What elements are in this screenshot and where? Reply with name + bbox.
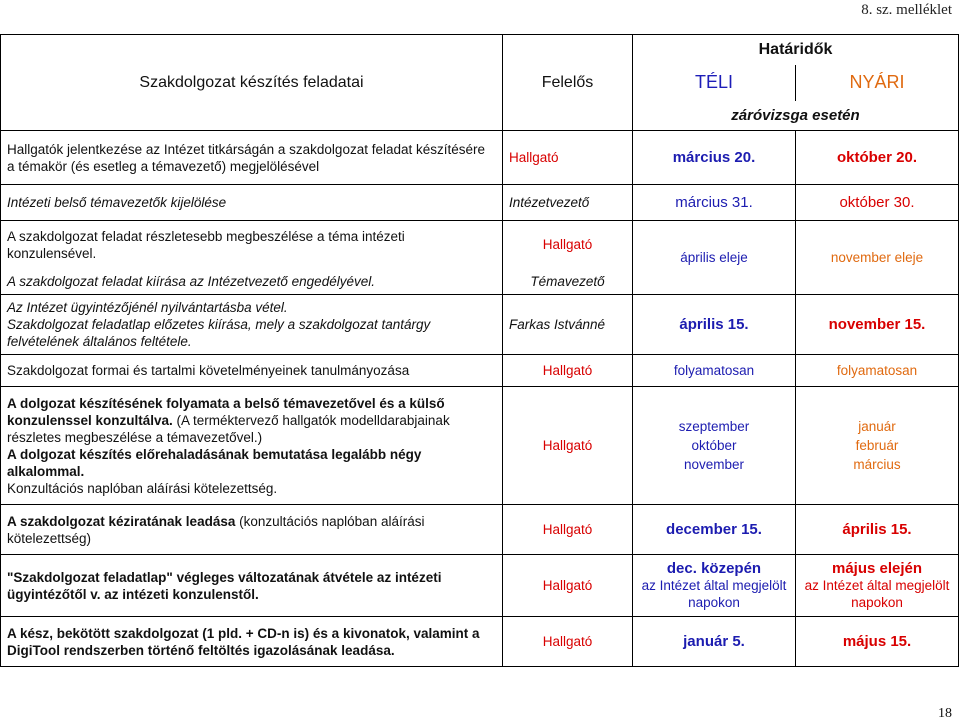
deadline-main: dec. közepén: [666, 560, 762, 577]
table-row: [1, 555, 959, 617]
winter-deadline: december 15.: [633, 505, 796, 555]
summer-deadline: november 15.: [796, 295, 959, 355]
summer-deadline: április 15.: [796, 505, 959, 555]
table-row: [1, 185, 959, 221]
table-row: [1, 505, 959, 555]
task-text: (konzultációs naplóban aláírási kötelezettség): [7, 513, 425, 546]
page-number: 18: [938, 706, 952, 721]
task-text-bold: A dolgozat készítésének folyamata a belső témavezetővel és a külső konzulenssel konzultálva.: [7, 395, 445, 428]
task-cell: Szakdolgozat formai és tartalmi követelményeinek tanulmányozása: [1, 355, 503, 387]
header-task: Szakdolgozat készítés feladatai: [1, 35, 503, 131]
month: november: [683, 457, 745, 472]
task-text: Konzultációs naplóban aláírási kötelezettség.: [7, 480, 278, 496]
month: február: [855, 438, 899, 453]
table-row: [1, 355, 959, 387]
task-cell: A szakdolgozat feladat részletesebb megbeszélése a téma intézeti konzulensével.: [1, 221, 503, 269]
header-exam: záróvizsga esetén: [633, 101, 959, 131]
table-row: [1, 131, 959, 185]
winter-deadline: április eleje: [633, 221, 796, 295]
header-deadlines: Határidők: [633, 35, 959, 65]
task-cell: A kész, bekötött szakdolgozat (1 pld. + CD-n is) és a kivonatok, valamint a DigiTool rendszerben történő feltöltés igazolásának leadása.: [1, 617, 503, 667]
summer-deadline: november eleje: [796, 221, 959, 295]
responsible-cell: Intézetvezető: [503, 185, 633, 221]
responsible-cell: Hallgató: [503, 505, 633, 555]
summer-deadline: október 20.: [796, 131, 959, 185]
task-line: Szakdolgozat feladatlap előzetes kiírása, mely a szakdolgozat tantárgy felvételének általános feltétele.: [7, 317, 431, 349]
winter-deadline: március 20.: [633, 131, 796, 185]
responsible-cell: Hallgató: [503, 387, 633, 505]
winter-deadline: [633, 387, 796, 505]
responsible-cell: Hallgató: [503, 617, 633, 667]
month: január: [858, 419, 896, 434]
responsible-cell: Hallgató: [503, 131, 633, 185]
responsible-cell: Hallgató: [503, 355, 633, 387]
summer-deadline: október 30.: [796, 185, 959, 221]
winter-deadline: április 15.: [633, 295, 796, 355]
summer-deadline: május 15.: [796, 617, 959, 667]
task-line: Az Intézet ügyintézőjénél nyilvántartásba vétel.: [7, 300, 288, 315]
responsible-cell: Témavezető: [503, 269, 633, 295]
table-row: [1, 617, 959, 667]
task-cell: Hallgatók jelentkezése az Intézet titkárságán a szakdolgozat feladat készítésére a témakör (és esetleg a témavezető) megjelölésével: [1, 131, 503, 185]
task-cell: [1, 387, 503, 505]
responsible-cell: Hallgató: [503, 221, 633, 269]
winter-deadline: március 31.: [633, 185, 796, 221]
task-cell: [1, 505, 503, 555]
deadline-sub: az Intézet által megjelölt napokon: [804, 578, 950, 610]
task-text-bold: A szakdolgozat kéziratának leadása: [7, 513, 236, 529]
responsible-cell: Farkas Istvánné: [503, 295, 633, 355]
deadline-main: május elején: [831, 560, 923, 577]
summer-deadline: [796, 555, 959, 617]
header-responsible: Felelős: [503, 35, 633, 131]
header-summer: NYÁRI: [796, 65, 959, 101]
winter-deadline: [633, 555, 796, 617]
header-winter: TÉLI: [633, 65, 796, 101]
deadline-sub: az Intézet által megjelölt napokon: [641, 578, 787, 610]
task-cell: A szakdolgozat feladat kiírása az Intézetvezető engedélyével.: [1, 269, 503, 295]
deadline-table: [0, 34, 959, 667]
annex-label: 8. sz. melléklet: [861, 2, 952, 18]
task-cell: [1, 295, 503, 355]
summer-deadline: [796, 387, 959, 505]
task-text: (A terméktervező hallgatók modelldarabjainak részletes megbeszélése a témavezetővel.): [7, 412, 450, 445]
table-row: [1, 221, 959, 269]
task-cell: "Szakdolgozat feladatlap" végleges változatának átvétele az intézeti ügyintézőtől v. az intézeti konzulenstől.: [1, 555, 503, 617]
month: október: [691, 438, 737, 453]
table-row: [1, 387, 959, 505]
month: március: [853, 457, 901, 472]
task-cell: Intézeti belső témavezetők kijelölése: [1, 185, 503, 221]
winter-deadline: folyamatosan: [633, 355, 796, 387]
summer-deadline: folyamatosan: [796, 355, 959, 387]
table-row: [1, 295, 959, 355]
responsible-cell: Hallgató: [503, 555, 633, 617]
winter-deadline: január 5.: [633, 617, 796, 667]
task-text-bold: A dolgozat készítés előrehaladásának bemutatása legalább négy alkalommal.: [7, 446, 422, 479]
month: szeptember: [678, 419, 750, 434]
